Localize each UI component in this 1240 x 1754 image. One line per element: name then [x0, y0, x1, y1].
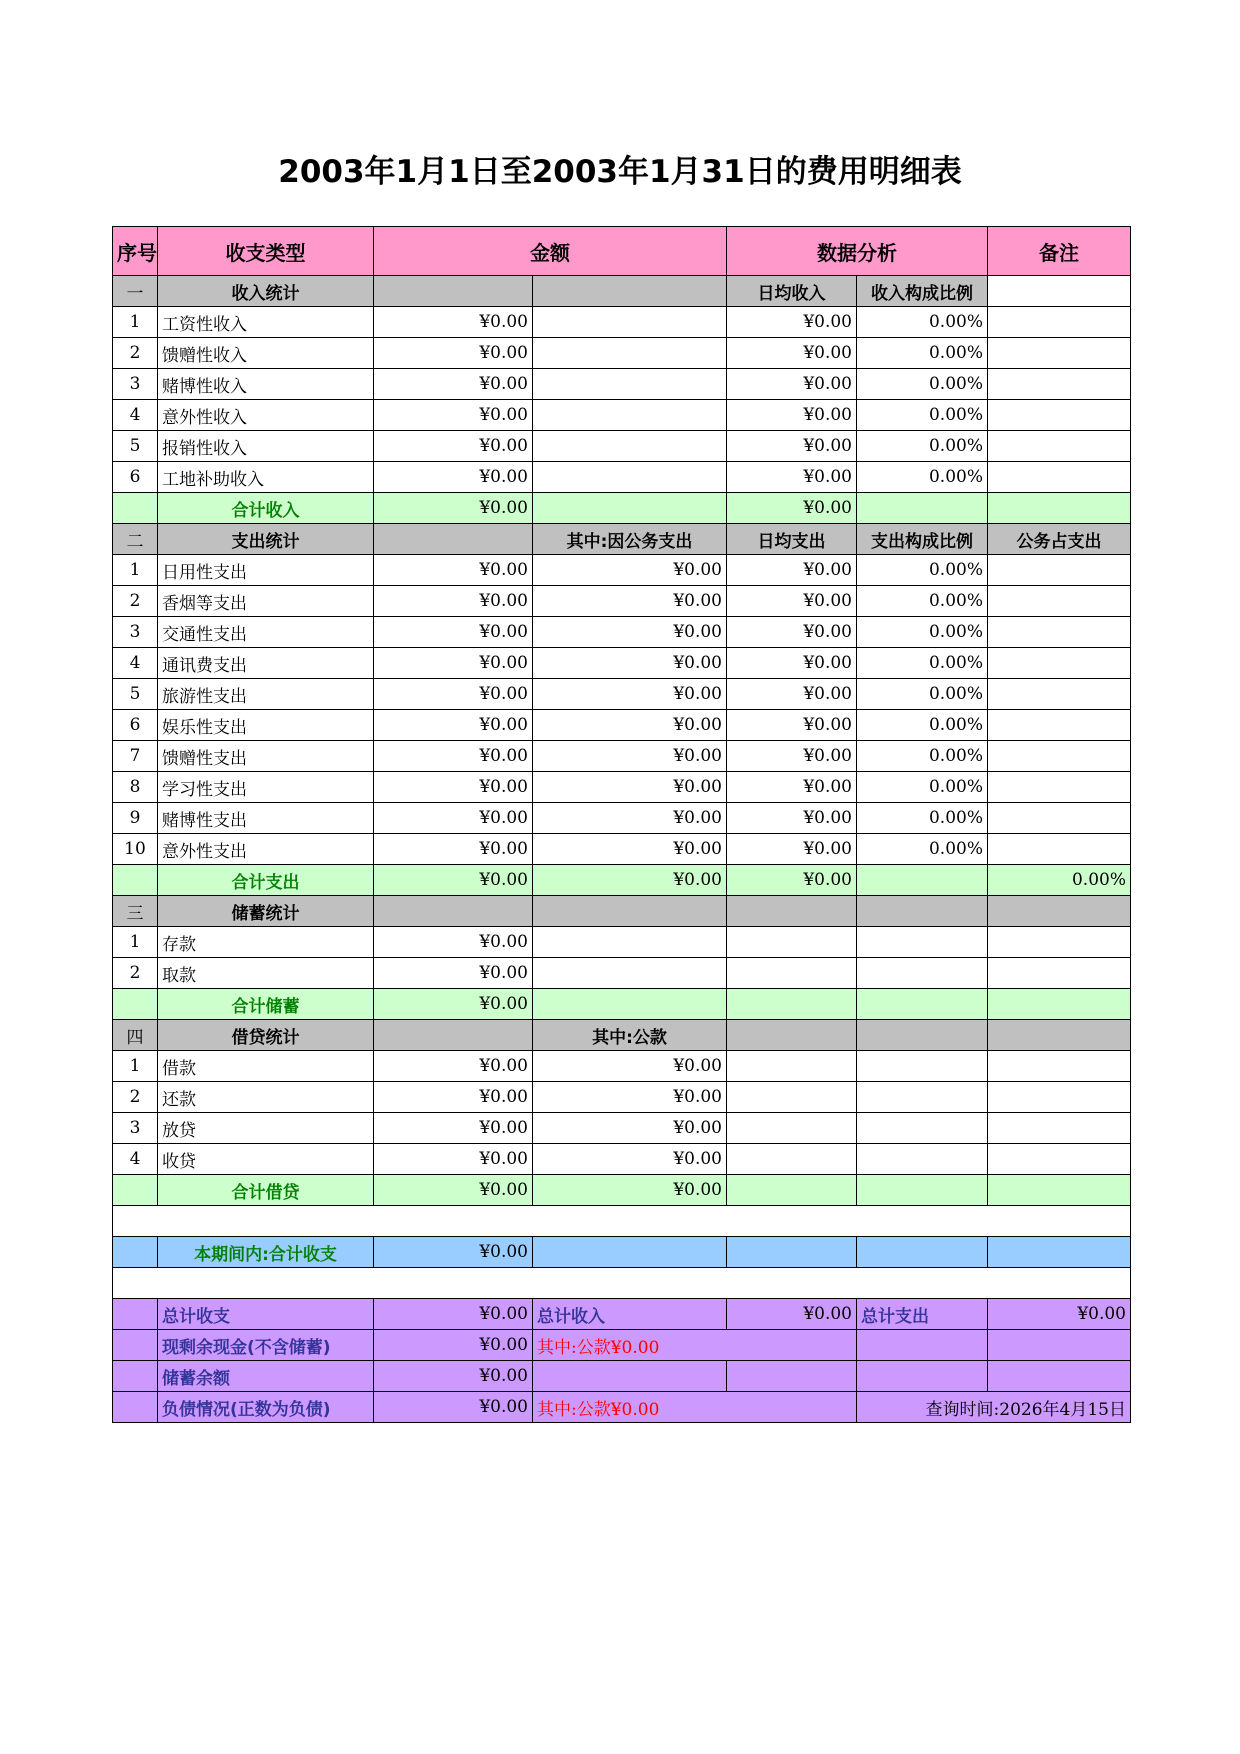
query-time: 查询时间:2026年4月15日: [857, 1392, 1131, 1423]
table-row: 2 取款 ¥0.00: [113, 958, 1131, 989]
total-label: 合计收入: [158, 493, 374, 524]
income-section-row: [113, 276, 1131, 307]
table-row: 2 馈赠性收入 ¥0.00 ¥0.00 0.00%: [113, 338, 1131, 369]
official-ratio-header: 公务占支出: [988, 524, 1131, 555]
period-label: 本期间内:合计收支: [158, 1237, 374, 1268]
summary-cash-row: 现剩余现金(不含储蓄) ¥0.00 其中:公款¥0.00: [113, 1330, 1131, 1361]
summary-savings-row: 储蓄余额 ¥0.00: [113, 1361, 1131, 1392]
table-row: 6 娱乐性支出 ¥0.00 ¥0.00 ¥0.00 0.00%: [113, 710, 1131, 741]
table-row: 10 意外性支出 ¥0.00 ¥0.00 ¥0.00 0.00%: [113, 834, 1131, 865]
table-row: 3 放贷 ¥0.00 ¥0.00: [113, 1113, 1131, 1144]
public-funds-header: 其中:公款: [533, 1020, 727, 1051]
section-number: 一: [113, 276, 158, 307]
expense-total-row: 合计支出 ¥0.00 ¥0.00 ¥0.00 0.00%: [113, 865, 1131, 896]
table-row: 2 香烟等支出 ¥0.00 ¥0.00 ¥0.00 0.00%: [113, 586, 1131, 617]
section-number: 三: [113, 896, 158, 927]
spacer-row: [113, 1206, 1131, 1237]
table-row: 6 工地补助收入 ¥0.00 ¥0.00 0.00%: [113, 462, 1131, 493]
table-row: 1 日用性支出 ¥0.00 ¥0.00 ¥0.00 0.00%: [113, 555, 1131, 586]
daily-expense-header: 日均支出: [727, 524, 857, 555]
spacer-row: [113, 1268, 1131, 1299]
table-row: 4 收贷 ¥0.00 ¥0.00: [113, 1144, 1131, 1175]
section-label: 借贷统计: [158, 1020, 374, 1051]
table-row: 8 学习性支出 ¥0.00 ¥0.00 ¥0.00 0.00%: [113, 772, 1131, 803]
header-note: 备注: [988, 227, 1131, 276]
table-row: 9 赌博性支出 ¥0.00 ¥0.00 ¥0.00 0.00%: [113, 803, 1131, 834]
header-seq: 序号: [113, 227, 158, 276]
section-number: 四: [113, 1020, 158, 1051]
table-row: 3 赌博性收入 ¥0.00 ¥0.00 0.00%: [113, 369, 1131, 400]
table-row: 1 工资性收入 ¥0.00 ¥0.00 0.00%: [113, 307, 1131, 338]
summary-total-row: 总计收支 ¥0.00 总计收入 ¥0.00 总计支出 ¥0.00: [113, 1299, 1131, 1330]
section-number: 二: [113, 524, 158, 555]
section-label: 支出统计: [158, 524, 374, 555]
total-label: 合计支出: [158, 865, 374, 896]
savings-section-row: [113, 896, 1131, 927]
loans-section-row: [113, 1020, 1131, 1051]
table-row: 4 意外性收入 ¥0.00 ¥0.00 0.00%: [113, 400, 1131, 431]
header-analysis: 数据分析: [727, 227, 988, 276]
period-total-row: 本期间内:合计收支 ¥0.00: [113, 1237, 1131, 1268]
expense-section-row: [113, 524, 1131, 555]
daily-income-header: 日均收入: [727, 276, 857, 307]
summary-debt-row: 负债情况(正数为负债) ¥0.00 其中:公款¥0.00 查询时间:2026年4月15日: [113, 1392, 1131, 1423]
table-row: 5 旅游性支出 ¥0.00 ¥0.00 ¥0.00 0.00%: [113, 679, 1131, 710]
loans-total-row: 合计借贷 ¥0.00 ¥0.00: [113, 1175, 1131, 1206]
header-amount: 金额: [374, 227, 727, 276]
header-row: [113, 227, 1131, 276]
section-label: 储蓄统计: [158, 896, 374, 927]
table-row: 1 借款 ¥0.00 ¥0.00: [113, 1051, 1131, 1082]
table-row: 1 存款 ¥0.00: [113, 927, 1131, 958]
income-ratio-header: 收入构成比例: [857, 276, 988, 307]
savings-total-row: 合计储蓄 ¥0.00: [113, 989, 1131, 1020]
total-label: 合计借贷: [158, 1175, 374, 1206]
table-row: 2 还款 ¥0.00 ¥0.00: [113, 1082, 1131, 1113]
total-label: 合计储蓄: [158, 989, 374, 1020]
table-row: 5 报销性收入 ¥0.00 ¥0.00 0.00%: [113, 431, 1131, 462]
official-expense-header: 其中:因公务支出: [533, 524, 727, 555]
income-total-row: 合计收入 ¥0.00 ¥0.00: [113, 493, 1131, 524]
section-label: 收入统计: [158, 276, 374, 307]
page-title: 2003年1月1日至2003年1月31日的费用明细表: [278, 154, 962, 190]
table-row: 3 交通性支出 ¥0.00 ¥0.00 ¥0.00 0.00%: [113, 617, 1131, 648]
header-type: 收支类型: [158, 227, 374, 276]
expense-detail-table: [112, 226, 1131, 1423]
table-row: 4 通讯费支出 ¥0.00 ¥0.00 ¥0.00 0.00%: [113, 648, 1131, 679]
expense-ratio-header: 支出构成比例: [857, 524, 988, 555]
table-row: 7 馈赠性支出 ¥0.00 ¥0.00 ¥0.00 0.00%: [113, 741, 1131, 772]
